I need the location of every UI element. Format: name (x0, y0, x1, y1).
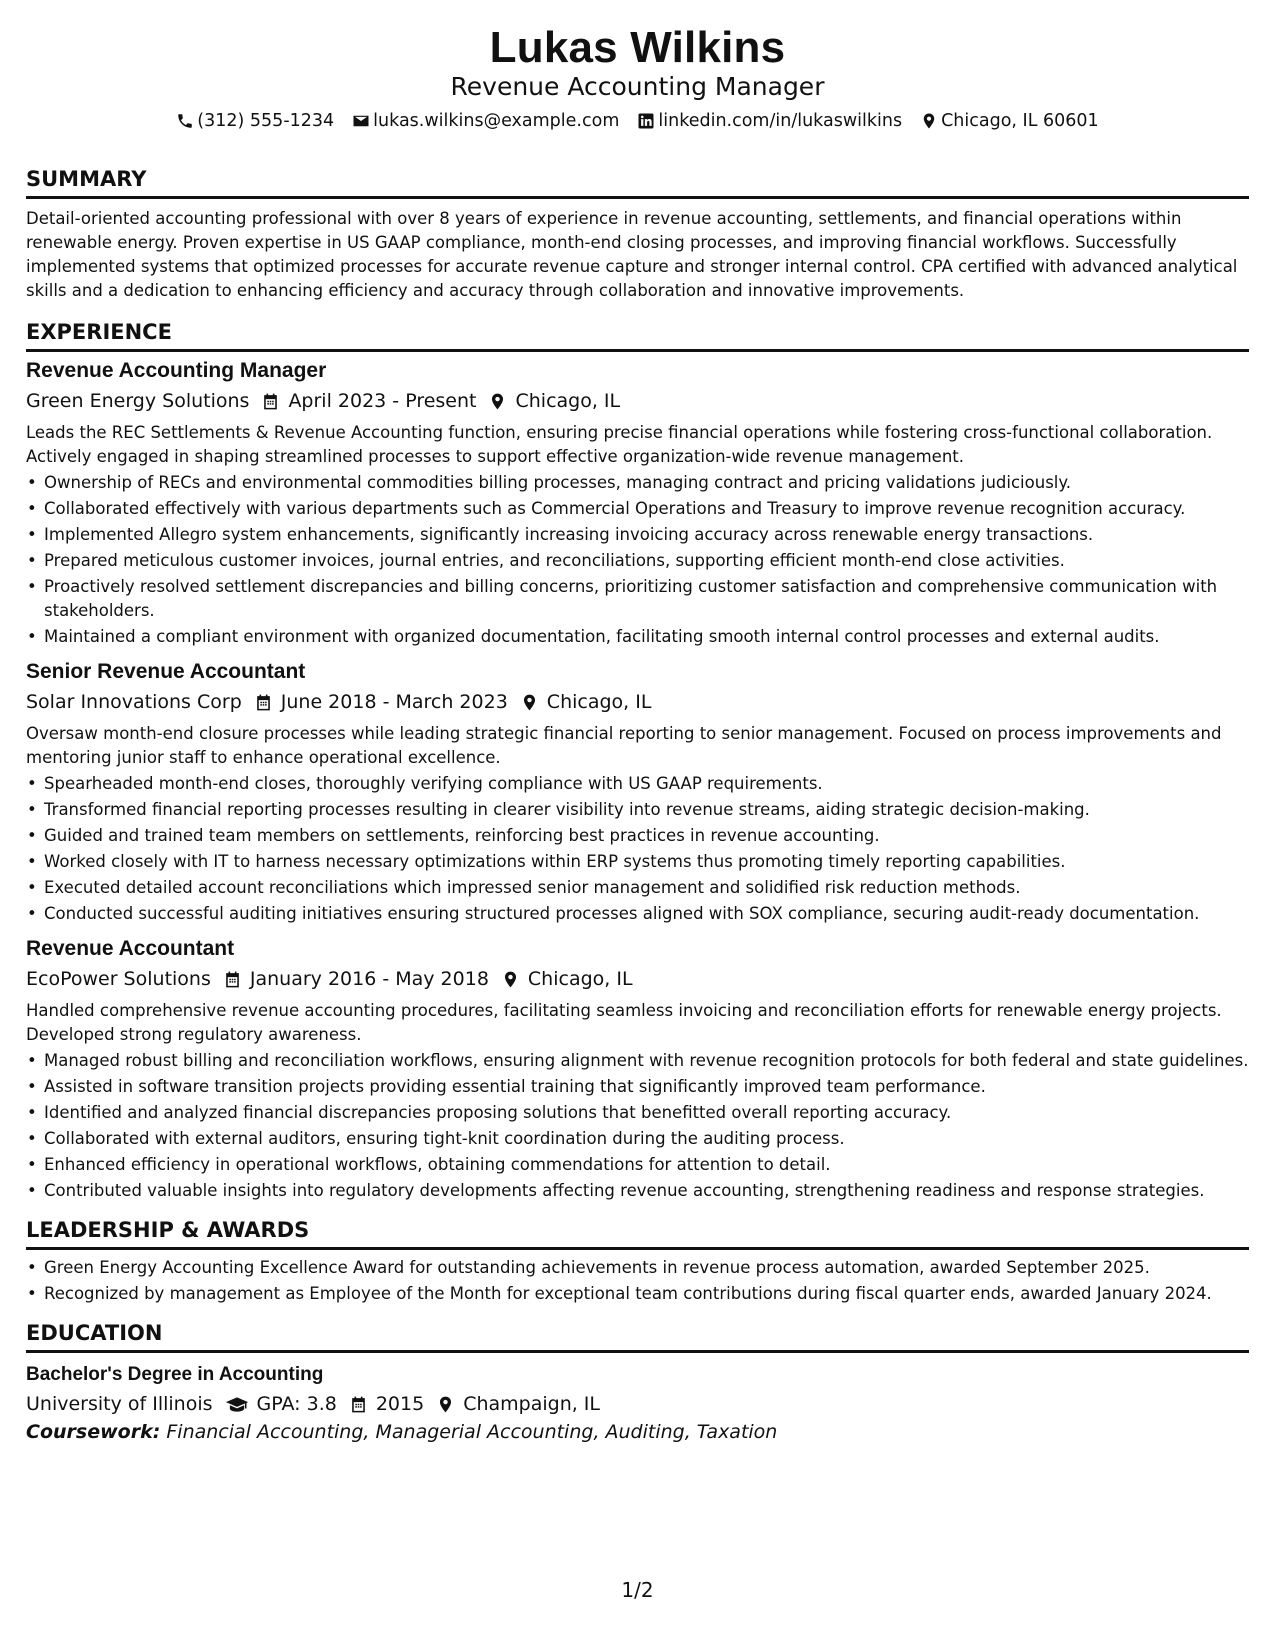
list-item: • Green Energy Accounting Excellence Award for outstanding achievements in revenue process automation, awarded September 2025. (44, 1256, 1249, 1280)
summary-text: Detail-oriented accounting professional with over 8 years of experience in revenue accounting, settlements, and financial operations within renewable energy. Proven expertise in US GAAP compliance, month-end closing processes, and improving financial workflows. Successfully implemented systems that optimized processes for accurate revenue capture and stronger internal control. CPA certified with advanced analytical skills and a dedication to enhancing efficiency and accuracy through collaboration and innovative improvements. (26, 209, 1238, 300)
location-text: Chicago, IL 60601 (941, 111, 1099, 131)
contact-linkedin[interactable] (637, 110, 902, 132)
education-year (349, 1390, 424, 1418)
awards-heading: LEADERSHIP & AWARDS (26, 1217, 1249, 1250)
job-description: Leads the REC Settlements & Revenue Accounting function, ensuring precise financial operations while fostering cross-functional collaboration. Actively engaged in shaping streamlined processes to support effective organization-wide revenue management. (26, 423, 1213, 466)
job-meta (26, 688, 1249, 716)
summary-heading: SUMMARY (26, 166, 1249, 199)
linkedin-text[interactable]: linkedin.com/in/lukaswilkins (658, 111, 903, 131)
map-marker-icon (520, 693, 539, 712)
map-marker-icon (488, 392, 507, 411)
map-marker-icon (436, 1395, 455, 1414)
graduation-cap-icon (225, 1395, 249, 1414)
education-location (436, 1390, 600, 1418)
email-text[interactable]: lukas.wilkins@example.com (373, 111, 620, 131)
job-bullets (26, 471, 1249, 649)
list-item: • Conducted successful auditing initiatives ensuring structured processes aligned with SOX compliance, securing audit-ready documentation. (44, 902, 1249, 926)
location-text: Chicago, IL (546, 691, 652, 713)
education-meta (26, 1390, 1249, 1418)
job-title: Revenue Accounting Manager (26, 359, 327, 382)
education-heading: EDUCATION (26, 1320, 1249, 1353)
job-dates (261, 387, 476, 415)
degree-title: Bachelor's Degree in Accounting (26, 1364, 324, 1385)
list-item: • Contributed valuable insights into regulatory developments affecting revenue accounting, strengthening readiness and response strategies. (44, 1179, 1249, 1203)
list-item: • Proactively resolved settlement discrepancies and billing concerns, prioritizing customer satisfaction and comprehensive communication with stakeholders. (44, 575, 1249, 623)
page-number: 1/2 (621, 1578, 654, 1602)
company-text: EcoPower Solutions (26, 968, 211, 990)
job-title: Revenue Accountant (26, 937, 235, 960)
job-company (26, 965, 211, 993)
job-company (26, 688, 242, 716)
experience-heading: EXPERIENCE (26, 319, 1249, 352)
list-item: • Transformed financial reporting processes resulting in clearer visibility into revenue streams, aiding strategic decision-making. (44, 798, 1249, 822)
candidate-name: Lukas Wilkins (489, 23, 786, 72)
job-description: Oversaw month-end closure processes while leading strategic financial reporting to senior management. Focused on process improvements and mentoring junior staff to enhance operational excellence. (26, 724, 1222, 767)
list-item: • Spearheaded month-end closes, thoroughly verifying compliance with US GAAP requirements. (44, 772, 1249, 796)
coursework-line (26, 1418, 1249, 1446)
calendar-icon (261, 392, 280, 411)
location-text: Chicago, IL (515, 390, 621, 412)
candidate-title: Revenue Accounting Manager (450, 72, 825, 101)
job-location (520, 688, 652, 716)
job-bullets (26, 772, 1249, 926)
coursework-label: Coursework: (26, 1421, 161, 1443)
dates-text: April 2023 - Present (288, 390, 477, 412)
coursework-text: Financial Accounting, Managerial Accounting, Auditing, Taxation (166, 1421, 778, 1443)
list-item: • Recognized by management as Employee of the Month for exceptional team contributions during fiscal quarter ends, awarded January 2024. (44, 1282, 1249, 1306)
job-meta (26, 965, 1249, 993)
awards-list (26, 1256, 1249, 1306)
map-marker-icon (920, 112, 938, 130)
job-location (488, 387, 620, 415)
location-text: Champaign, IL (463, 1393, 601, 1415)
job-location (501, 965, 633, 993)
company-text: Solar Innovations Corp (26, 691, 242, 713)
job-dates (254, 688, 508, 716)
list-item: • Collaborated effectively with various departments such as Commercial Operations and Treasury to improve revenue recognition accuracy. (44, 497, 1249, 521)
list-item: • Implemented Allegro system enhancements, significantly increasing invoicing accuracy across renewable energy transactions. (44, 523, 1249, 547)
location-text: Chicago, IL (527, 968, 633, 990)
map-marker-icon (501, 970, 520, 989)
list-item: • Prepared meticulous customer invoices, journal entries, and reconciliations, supporting efficient month-end close activities. (44, 549, 1249, 573)
list-item: • Managed robust billing and reconciliation workflows, ensuring alignment with revenue recognition protocols for both federal and state guidelines. (44, 1049, 1249, 1073)
list-item: • Enhanced efficiency in operational workflows, obtaining commendations for attention to detail. (44, 1153, 1249, 1177)
list-item: • Identified and analyzed financial discrepancies proposing solutions that benefitted overall reporting accuracy. (44, 1101, 1249, 1125)
list-item: • Worked closely with IT to harness necessary optimizations within ERP systems thus promoting timely reporting capabilities. (44, 850, 1249, 874)
list-item: • Executed detailed account reconciliations which impressed senior management and solidified risk reduction methods. (44, 876, 1249, 900)
education-gpa (225, 1390, 337, 1418)
company-text: Green Energy Solutions (26, 390, 250, 412)
list-item: • Maintained a compliant environment with organized documentation, facilitating smooth internal control processes and external audits. (44, 625, 1249, 649)
job-entry (26, 934, 1249, 1203)
resume-header (26, 0, 1249, 132)
job-bullets (26, 1049, 1249, 1203)
gpa-text: GPA: 3.8 (256, 1393, 337, 1415)
job-description: Handled comprehensive revenue accounting procedures, facilitating seamless invoicing and reconciliation efforts for renewable energy projects. Developed strong regulatory awareness. (26, 1001, 1222, 1044)
job-title: Senior Revenue Accountant (26, 660, 306, 683)
phone-icon (176, 112, 194, 130)
phone-text: (312) 555-1234 (197, 111, 335, 131)
contact-phone (176, 110, 334, 132)
school-name (26, 1390, 213, 1418)
calendar-icon (223, 970, 242, 989)
list-item: • Collaborated with external auditors, ensuring tight-knit coordination during the auditing process. (44, 1127, 1249, 1151)
job-company (26, 387, 249, 415)
list-item: • Guided and trained team members on settlements, reinforcing best practices in revenue accounting. (44, 824, 1249, 848)
linkedin-icon (637, 112, 655, 130)
dates-text: June 2018 - March 2023 (280, 691, 508, 713)
contact-location (920, 110, 1099, 132)
list-item: • Assisted in software transition projects providing essential training that significantly improved team performance. (44, 1075, 1249, 1099)
dates-text: January 2016 - May 2018 (249, 968, 489, 990)
envelope-icon (352, 112, 370, 130)
year-text: 2015 (375, 1393, 425, 1415)
contact-line (26, 110, 1249, 132)
list-item: • Ownership of RECs and environmental commodities billing processes, managing contract and pricing validations judiciously. (44, 471, 1249, 495)
contact-email[interactable] (352, 110, 619, 132)
calendar-icon (349, 1395, 368, 1414)
job-dates (223, 965, 489, 993)
job-entry (26, 657, 1249, 926)
calendar-icon (254, 693, 273, 712)
school-text: University of Illinois (26, 1393, 213, 1415)
job-entry (26, 356, 1249, 649)
job-meta (26, 387, 1249, 415)
